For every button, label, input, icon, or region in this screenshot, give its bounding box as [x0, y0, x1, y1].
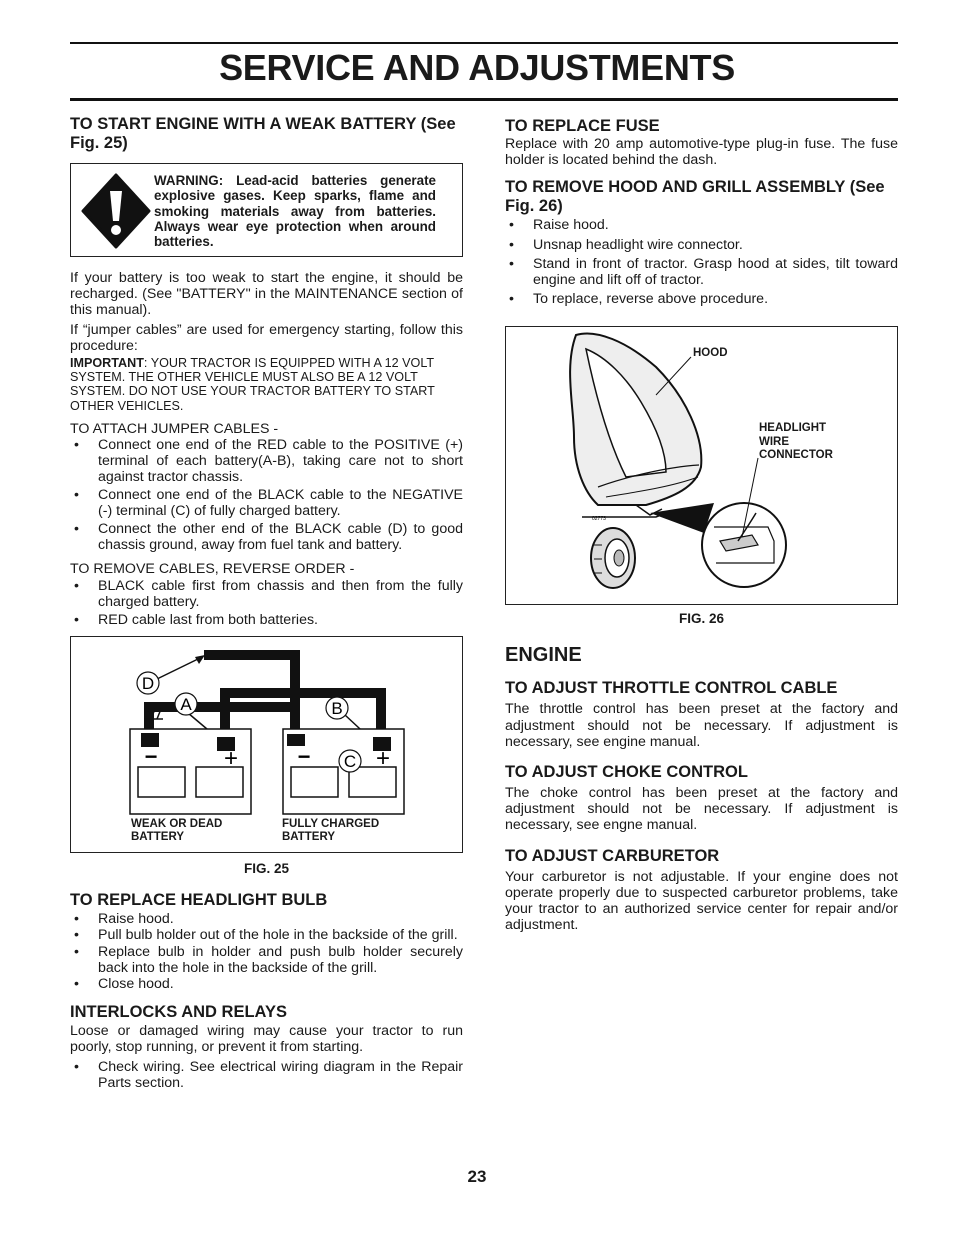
list-item: • To replace, reverse above procedure.: [505, 291, 898, 307]
warning-label: WARNING: [154, 173, 219, 188]
throttle-text: The throttle control has been preset at the factory and adjustment should not be necessary. If adjustment is necessary, see engine manual.: [505, 701, 898, 750]
warning-body: : Lead-acid batteries generate explosive gases. Keep sparks, flame and smoking materials away from batteries. Always wear eye protection when around batteries.: [154, 173, 436, 250]
list-item: • Pull bulb holder out of the hole in the backside of the grill.: [70, 927, 463, 943]
label-full-battery: FULLY CHARGED BATTERY: [282, 818, 380, 844]
label-headlight-connector: HEADLIGHT WIRE CONNECTOR: [759, 422, 833, 462]
interlocks-steps: [70, 1059, 463, 1091]
fig-25-caption: FIG. 25: [243, 861, 289, 877]
attach-steps: [70, 437, 463, 553]
fig-25-box: [70, 636, 463, 853]
weak-battery-para-2: If “jumper cables” are used for emergency starting, follow this procedure:: [70, 321, 463, 354]
list-item: • Connect one end of the RED cable to the POSITIVE (+) terminal of each battery(A-B), taking care not to short against tractor chassis.: [70, 437, 463, 486]
carburetor-heading: TO ADJUST CARBURETOR: [505, 846, 720, 865]
important-note: [70, 356, 463, 413]
important-label: IMPORTANT: [70, 356, 144, 371]
throttle-heading: TO ADJUST THROTTLE CONTROL CABLE: [505, 679, 838, 698]
engine-heading: ENGINE: [505, 644, 582, 667]
warning-box: [70, 163, 463, 257]
remove-steps: [70, 578, 463, 629]
minus-sign-full: −: [297, 744, 311, 770]
remove-heading: TO REMOVE CABLES, REVERSE ORDER -: [70, 561, 355, 578]
letter-b: B: [331, 699, 343, 719]
headlight-heading: TO REPLACE HEADLIGHT BULB: [70, 891, 328, 910]
fig-26-box: [505, 326, 898, 605]
list-item: • Connect the other end of the BLACK cable (D) to good chassis ground, away from fuel tank and battery.: [70, 521, 463, 553]
list-item: • Unsnap headlight wire connector.: [505, 237, 898, 253]
interlocks-heading: INTERLOCKS AND RELAYS: [70, 1003, 287, 1022]
carburetor-text: Your carburetor is not adjustable. If your engine does not operate properly due to suspected carburetor problems, take your tractor to an authorized service center for repair and/or adjustment.: [505, 868, 898, 934]
fuse-text: Replace with 20 amp automotive-type plug-in fuse. The fuse holder is located behind the dash.: [505, 136, 898, 169]
interlocks-text: Loose or damaged wiring may cause your tractor to run poorly, stop running, or prevent it from starting.: [70, 1023, 463, 1056]
page-number: 23: [467, 1167, 487, 1186]
warning-icon: [81, 173, 151, 249]
letter-a: A: [180, 695, 192, 715]
title-rule: [70, 98, 898, 101]
list-item: • RED cable last from both batteries.: [70, 612, 463, 628]
hood-heading: TO REMOVE HOOD AND GRILL ASSEMBLY (See Fig. 26): [505, 178, 885, 216]
left-column: [70, 115, 463, 1091]
choke-heading: TO ADJUST CHOKE CONTROL: [505, 763, 748, 782]
headlight-steps: [70, 911, 463, 992]
warning-text: [154, 173, 436, 249]
right-column: [505, 115, 898, 933]
weak-battery-para-1: If your battery is too weak to start the engine, it should be recharged. (See "BATTERY" in the MAINTENANCE section of this manual).: [70, 270, 463, 319]
hood-removal-illustration: [506, 327, 896, 604]
plus-sign-weak: +: [223, 745, 239, 773]
list-item: • Raise hood.: [70, 911, 463, 927]
fig-26-caption: FIG. 26: [678, 611, 724, 627]
list-item: • BLACK cable first from chassis and then from the fully charged battery.: [70, 578, 463, 610]
letter-d: D: [141, 674, 155, 694]
jumper-cable-diagram: [71, 637, 461, 852]
list-item: • Raise hood.: [505, 217, 898, 233]
letter-c: C: [343, 752, 357, 772]
list-item: • Replace bulb in holder and push bulb holder securely back into the hole in the backside of the grill.: [70, 944, 463, 976]
hood-steps: [505, 217, 898, 307]
list-item: • Close hood.: [70, 976, 463, 992]
choke-text: The choke control has been preset at the factory and adjustment should not be necessary. If adjustment is necessary, see engne manual.: [505, 785, 898, 834]
weak-battery-heading: TO START ENGINE WITH A WEAK BATTERY (See Fig. 25): [70, 115, 456, 152]
page-title: SERVICE AND ADJUSTMENTS: [219, 47, 735, 88]
list-item: • Check wiring. See electrical wiring diagram in the Repair Parts section.: [70, 1059, 463, 1091]
fuse-heading: TO REPLACE FUSE: [505, 117, 660, 135]
label-hood: HOOD: [693, 347, 728, 360]
label-weak-battery: WEAK OR DEAD BATTERY: [131, 818, 223, 844]
list-item: • Connect one end of the BLACK cable to the NEGATIVE (-) terminal (C) of fully charged battery.: [70, 487, 463, 519]
important-text: : YOUR TRACTOR IS EQUIPPED WITH A 12 VOLT SYSTEM. THE OTHER VEHICLE MUST ALSO BE A 12 VOLT SYSTEM. DO NOT USE YOUR TRACTOR BATTERY TO START OTHER VEHICLES.: [70, 356, 435, 413]
attach-heading: TO ATTACH JUMPER CABLES -: [70, 420, 279, 437]
part-code: 02773: [592, 516, 606, 523]
minus-sign-weak: −: [144, 744, 158, 770]
top-rule: [70, 42, 898, 44]
plus-sign-full: +: [375, 745, 391, 773]
list-item: • Stand in front of tractor. Grasp hood at sides, tilt toward engine and lift off of tractor.: [505, 256, 898, 288]
